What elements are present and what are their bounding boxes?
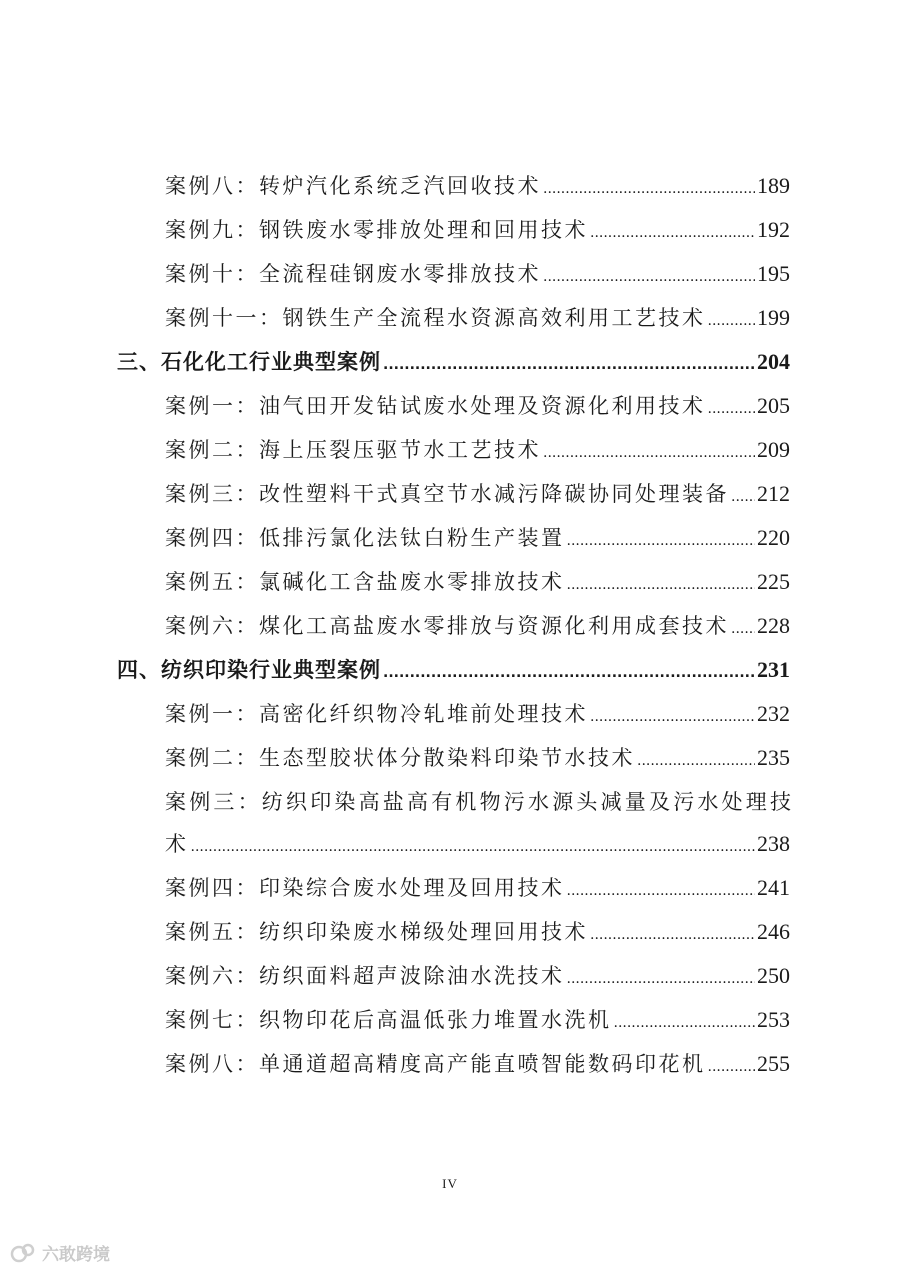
toc-section-label: 四、纺织印染行业典型案例: [117, 658, 381, 682]
toc-page-number: 220: [757, 525, 790, 550]
dot-leader: [708, 1053, 756, 1081]
dot-leader: [708, 395, 756, 423]
toc-entry: [165, 918, 790, 949]
toc-entry-label-continuation: 术: [165, 832, 189, 856]
toc-entry: [165, 1050, 790, 1081]
toc-page-number: 204: [757, 349, 790, 374]
toc-entry-label-line1: 案例三：纺织印染高盐高有机物污水源头减量及污水处理技: [165, 790, 795, 814]
toc-page-number: 255: [757, 1051, 790, 1076]
toc-entry: [165, 480, 790, 511]
toc-page-number: 192: [757, 217, 790, 242]
page-footer-number: IV: [442, 1176, 458, 1191]
toc-entry: [165, 962, 790, 993]
toc-entry: [165, 744, 790, 775]
toc-entry-label: 案例一：高密化纤织物冷轧堆前处理技术: [165, 702, 588, 726]
toc-entry: [165, 830, 790, 861]
toc-section-heading: [117, 656, 790, 687]
toc-entry-label: 案例九：钢铁废水零排放处理和回用技术: [165, 218, 588, 242]
toc-entry: [165, 436, 790, 467]
toc-section-heading: [117, 348, 790, 379]
watermark: [10, 1240, 110, 1265]
toc-entry-label: 案例十一：钢铁生产全流程水资源高效利用工艺技术: [165, 306, 706, 330]
dot-leader: [567, 877, 756, 905]
toc-entry: [165, 216, 790, 247]
toc-page-number: 253: [757, 1007, 790, 1032]
toc-entry-label: 案例八：单通道超高精度高产能直喷智能数码印花机: [165, 1052, 706, 1076]
dot-leader: [383, 659, 755, 687]
dot-leader: [731, 615, 755, 643]
toc-entry: [165, 568, 790, 599]
toc-entry-label: 案例七：织物印花后高温低张力堆置水洗机: [165, 1008, 612, 1032]
dot-leader: [543, 175, 755, 203]
toc-section-label: 三、石化化工行业典型案例: [117, 350, 381, 374]
toc-entry: [165, 700, 790, 731]
watermark-text: 六敢跨境: [42, 1245, 110, 1265]
toc-entry-label: 案例六：纺织面料超声波除油水洗技术: [165, 964, 565, 988]
toc-page-number: 238: [757, 831, 790, 856]
toc-entry: [165, 874, 790, 905]
toc-entry-label: 案例六：煤化工高盐废水零排放与资源化利用成套技术: [165, 614, 729, 638]
dot-leader: [567, 965, 756, 993]
toc-page-number: 225: [757, 569, 790, 594]
toc-page-number: 235: [757, 745, 790, 770]
toc-page-number: 199: [757, 305, 790, 330]
toc-entry-label: 案例一：油气田开发钻试废水处理及资源化利用技术: [165, 394, 706, 418]
toc-entry: [165, 1006, 790, 1037]
dot-leader: [543, 263, 755, 291]
dot-leader: [567, 571, 756, 599]
toc-page-number: 250: [757, 963, 790, 988]
toc-page-number: 209: [757, 437, 790, 462]
toc-entry-label: 案例八：转炉汽化系统乏汽回收技术: [165, 174, 541, 198]
dot-leader: [590, 219, 755, 247]
toc-page-number: 205: [757, 393, 790, 418]
toc-entry-label: 案例二：海上压裂压驱节水工艺技术: [165, 438, 541, 462]
dot-leader: [637, 747, 755, 775]
dot-leader: [614, 1009, 756, 1037]
toc-entry: [165, 392, 790, 423]
dot-leader: [731, 483, 755, 511]
toc-entry: [165, 172, 790, 203]
toc-entry-label: 案例十：全流程硅钢废水零排放技术: [165, 262, 541, 286]
toc-entry-label: 案例三：改性塑料干式真空节水减污降碳协同处理装备: [165, 482, 729, 506]
toc-page-number: 241: [757, 875, 790, 900]
toc-page-number: 212: [757, 481, 790, 506]
toc-page-number: 232: [757, 701, 790, 726]
dot-leader: [708, 307, 756, 335]
brand-logo-icon: [10, 1242, 36, 1264]
toc-entry-label: 案例四：印染综合废水处理及回用技术: [165, 876, 565, 900]
toc-entry: [165, 304, 790, 335]
dot-leader: [590, 921, 755, 949]
toc-page-number: 246: [757, 919, 790, 944]
dot-leader: [567, 527, 756, 555]
dot-leader: [191, 833, 756, 861]
toc-entry: [165, 524, 790, 555]
toc-entry-label: 案例二：生态型胶状体分散染料印染节水技术: [165, 746, 635, 770]
toc-page-number: 195: [757, 261, 790, 286]
dot-leader: [590, 703, 755, 731]
toc-entry: [165, 260, 790, 291]
toc-entry-label: 案例五：纺织印染废水梯级处理回用技术: [165, 920, 588, 944]
toc-page-number: 231: [757, 657, 790, 682]
toc-entry: [165, 612, 790, 643]
toc-entry-label: 案例五：氯碱化工含盐废水零排放技术: [165, 570, 565, 594]
toc-entry-label: 案例四：低排污氯化法钛白粉生产装置: [165, 526, 565, 550]
toc-page-number: 228: [757, 613, 790, 638]
toc-page-number: 189: [757, 173, 790, 198]
dot-leader: [543, 439, 755, 467]
dot-leader: [383, 351, 755, 379]
